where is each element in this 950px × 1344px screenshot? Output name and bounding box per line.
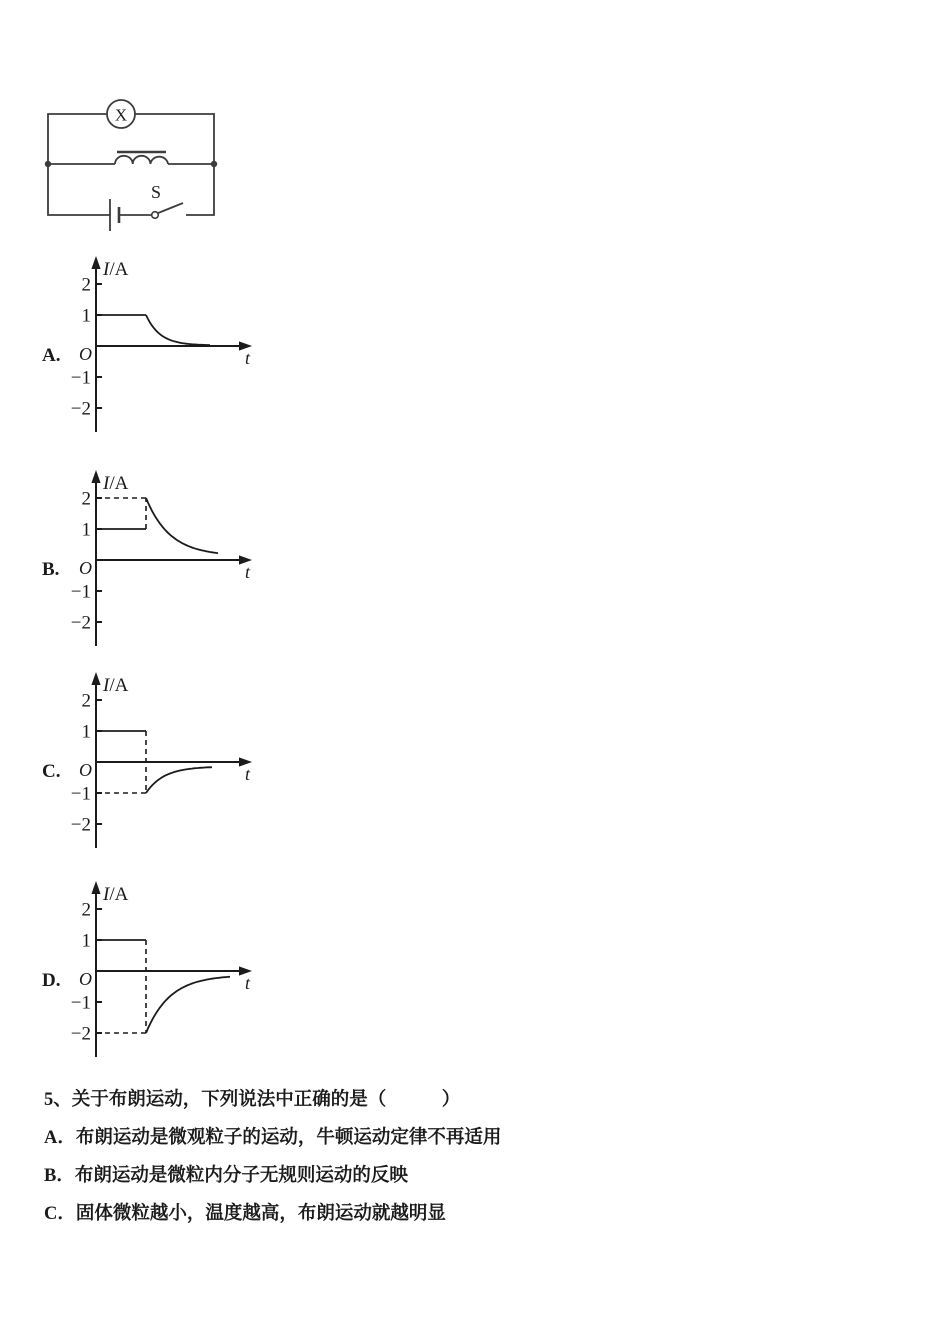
graph-option-b xyxy=(30,464,290,674)
current-after-switch xyxy=(146,977,230,1033)
y-tick-label: 2 xyxy=(81,488,91,510)
option-letter: D. xyxy=(42,970,61,991)
graph-option-c xyxy=(30,666,290,876)
question-stem-text: 5、关于布朗运动，下列说法中正确的是（ ） xyxy=(44,1090,461,1110)
y-axis-arrow xyxy=(91,672,100,685)
circuit-wires xyxy=(48,114,214,215)
option-c-text: 固体微粒越小，温度越高，布朗运动就越明显 xyxy=(75,1204,446,1224)
question-option-c xyxy=(44,1202,924,1227)
y-axis-arrow xyxy=(91,256,100,269)
current-time-graph xyxy=(30,464,290,674)
y-tick-label: 1 xyxy=(81,721,91,743)
y-tick-label: 1 xyxy=(81,305,91,327)
option-c-label: C． xyxy=(44,1204,76,1224)
circuit-diagram xyxy=(30,90,250,240)
option-a-text: 布朗运动是微观粒子的运动，牛顿运动定律不再适用 xyxy=(75,1128,502,1148)
y-tick-label: −2 xyxy=(70,612,91,634)
y-axis-arrow xyxy=(91,470,100,483)
current-time-graph xyxy=(30,250,290,460)
y-tick-label: −1 xyxy=(70,367,91,389)
y-tick-label: −1 xyxy=(70,581,91,603)
y-tick-label: 1 xyxy=(81,519,91,541)
current-after-switch xyxy=(146,767,212,793)
x-axis-label: t xyxy=(244,348,250,368)
current-after-switch xyxy=(146,498,218,553)
lamp-label: X xyxy=(114,105,128,125)
graph-option-a xyxy=(30,250,290,460)
y-axis-arrow xyxy=(91,881,100,894)
question-option-a xyxy=(44,1126,924,1151)
junction-dot-left xyxy=(45,161,51,167)
question-block xyxy=(44,1088,924,1240)
y-tick-label: −1 xyxy=(70,783,91,805)
question-stem xyxy=(44,1088,924,1113)
option-letter: A. xyxy=(42,345,61,366)
y-tick-label: 2 xyxy=(81,690,91,712)
graph-option-d xyxy=(30,875,290,1085)
x-axis-label: t xyxy=(244,973,250,993)
y-axis-label: I/A xyxy=(103,473,129,494)
switch-icon xyxy=(152,203,183,218)
y-axis-label: I/A xyxy=(103,259,129,280)
x-axis-label: t xyxy=(244,764,250,784)
inductor-icon xyxy=(115,156,168,164)
y-tick-label: 1 xyxy=(81,930,91,952)
option-a-label: A． xyxy=(44,1128,76,1148)
switch-label: S xyxy=(150,182,162,202)
option-letter: B. xyxy=(42,559,60,580)
origin-label: O xyxy=(79,969,92,989)
y-tick-label: −2 xyxy=(70,1023,91,1045)
option-b-text: 布朗运动是微粒内分子无规则运动的反映 xyxy=(74,1166,408,1186)
origin-label: O xyxy=(79,558,92,578)
question-option-b xyxy=(44,1164,924,1189)
y-axis-label: I/A xyxy=(103,884,129,905)
y-tick-label: −2 xyxy=(70,814,91,836)
y-axis-label: I/A xyxy=(103,675,129,696)
origin-label: O xyxy=(79,344,92,364)
y-tick-label: −2 xyxy=(70,398,91,420)
option-b-label: B． xyxy=(44,1166,75,1186)
current-time-graph xyxy=(30,666,290,876)
battery-icon xyxy=(110,199,119,231)
option-letter: C. xyxy=(42,761,61,782)
current-after-switch xyxy=(146,315,210,345)
current-time-graph xyxy=(30,875,290,1085)
junction-dot-right xyxy=(211,161,217,167)
y-tick-label: 2 xyxy=(81,274,91,296)
y-tick-label: −1 xyxy=(70,992,91,1014)
x-axis-label: t xyxy=(244,562,250,582)
y-tick-label: 2 xyxy=(81,899,91,921)
origin-label: O xyxy=(79,760,92,780)
